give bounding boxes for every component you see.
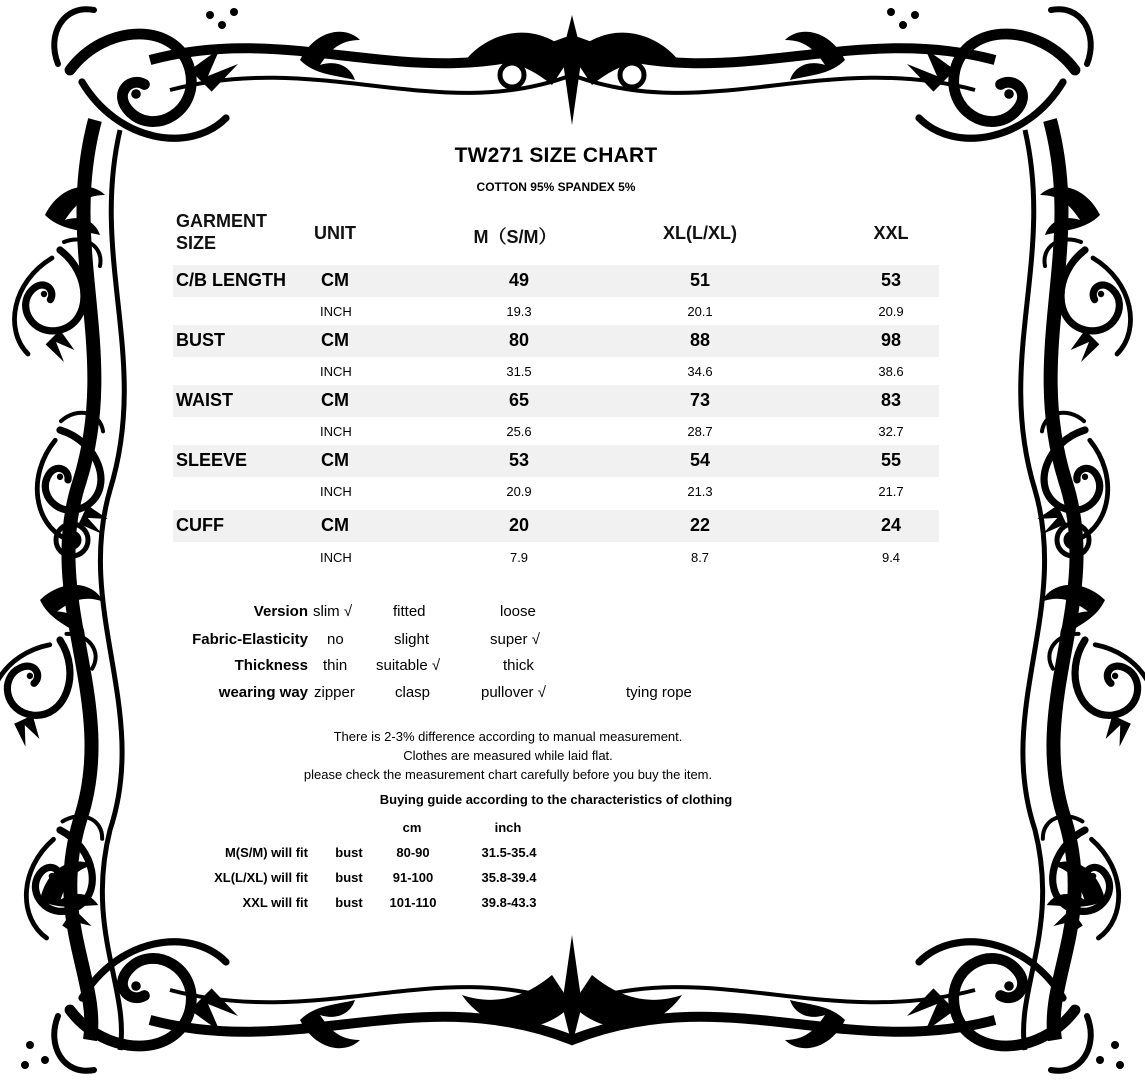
unit-inch: INCH [320,424,352,439]
buying-guide-title: Buying guide according to the characteristics of clothing [379,792,733,807]
property-label: wearing way [218,684,308,701]
inch-value: 38.6 [878,364,904,379]
note-difference: There is 2-3% difference according to manual measurement. [333,729,683,744]
guide-size: XL(L/XL) will fit [214,870,308,885]
table-row-cm [173,445,939,477]
guide-part: bust [335,870,363,885]
inch-value: 21.3 [687,484,713,499]
inch-value: 25.6 [506,424,532,439]
property-option: tying rope [626,684,692,701]
cm-value: 53 [508,450,530,470]
inch-value: 7.9 [509,550,529,565]
header-size-xl: XL(L/XL) [663,223,737,243]
unit-inch: INCH [320,364,352,379]
unit-cm: CM [321,450,349,470]
measurement-label: WAIST [176,390,233,410]
inch-value: 20.9 [878,304,904,319]
cm-value: 88 [689,330,711,350]
guide-inch: 35.8-39.4 [481,870,537,885]
measurement-label: C/B LENGTH [176,270,286,290]
inch-value: 19.3 [506,304,532,319]
inch-value: 20.9 [506,484,532,499]
property-option: thick [503,657,534,674]
unit-cm: CM [321,515,349,535]
cm-value: 49 [508,270,530,290]
property-option: slim √ [313,603,353,620]
note-check-chart: please check the measurement chart carefully before you buy the item. [303,767,713,782]
table-row-cm [173,325,939,357]
property-option: slight [394,631,430,648]
cm-value: 98 [880,330,902,350]
cm-value: 51 [689,270,711,290]
unit-inch: INCH [320,484,352,499]
cm-value: 73 [689,390,711,410]
unit-cm: CM [321,270,349,290]
inch-value: 32.7 [878,424,904,439]
header-size-m: M（S/M） [473,227,557,247]
cm-value: 55 [880,450,902,470]
guide-col-cm: cm [402,820,422,835]
property-label: Fabric-Elasticity [192,631,308,648]
cm-value: 53 [880,270,902,290]
cm-value: 83 [880,390,902,410]
cm-value: 22 [689,515,711,535]
inch-value: 28.7 [687,424,713,439]
guide-col-inch: inch [494,820,522,835]
measurement-label: CUFF [176,515,224,535]
table-row-cm [173,265,939,297]
inch-value: 8.7 [690,550,710,565]
property-option: super √ [490,631,540,648]
guide-part: bust [335,895,363,910]
cm-value: 24 [880,515,902,535]
inch-value: 21.7 [878,484,904,499]
cm-value: 65 [508,390,530,410]
inch-value: 9.4 [881,550,901,565]
cm-value: 80 [508,330,530,350]
guide-inch: 39.8-43.3 [481,895,537,910]
note-laid-flat: Clothes are measured while laid flat. [403,748,613,763]
guide-cm: 80-90 [396,845,430,860]
guide-size: M(S/M) will fit [224,845,308,860]
property-option: clasp [395,684,431,701]
unit-inch: INCH [320,550,352,565]
inch-value: 31.5 [506,364,532,379]
guide-inch: 31.5-35.4 [481,845,537,860]
header-unit: UNIT [314,223,356,243]
property-option: thin [323,657,348,674]
fabric-composition: COTTON 95% SPANDEX 5% [476,180,636,194]
cm-value: 54 [689,450,711,470]
property-option: fitted [393,603,426,620]
cm-value: 20 [508,515,530,535]
page-title: TW271 SIZE CHART [454,144,658,167]
property-option: suitable √ [376,657,441,674]
property-label: Thickness [234,657,308,674]
header-garment-size [176,210,267,254]
property-label: Version [253,603,308,620]
header-size-xxl: XXL [873,223,909,243]
measurement-label: SLEEVE [176,450,248,470]
measurement-label: BUST [176,330,225,350]
header-garment-line: GARMENT [176,211,267,231]
property-option: loose [500,603,536,620]
unit-cm: CM [321,330,349,350]
guide-part: bust [335,845,363,860]
guide-cm: 101-110 [389,895,437,910]
inch-value: 34.6 [687,364,713,379]
unit-cm: CM [321,390,349,410]
table-row-cm [173,510,939,542]
header-size-line: SIZE [176,233,217,253]
property-option: pullover √ [481,684,546,701]
unit-inch: INCH [320,304,352,319]
property-option: zipper [314,684,355,701]
property-option: no [327,631,344,648]
inch-value: 20.1 [687,304,713,319]
guide-cm: 91-100 [392,870,434,885]
guide-size: XXL will fit [242,895,308,910]
table-row-cm [173,385,939,417]
